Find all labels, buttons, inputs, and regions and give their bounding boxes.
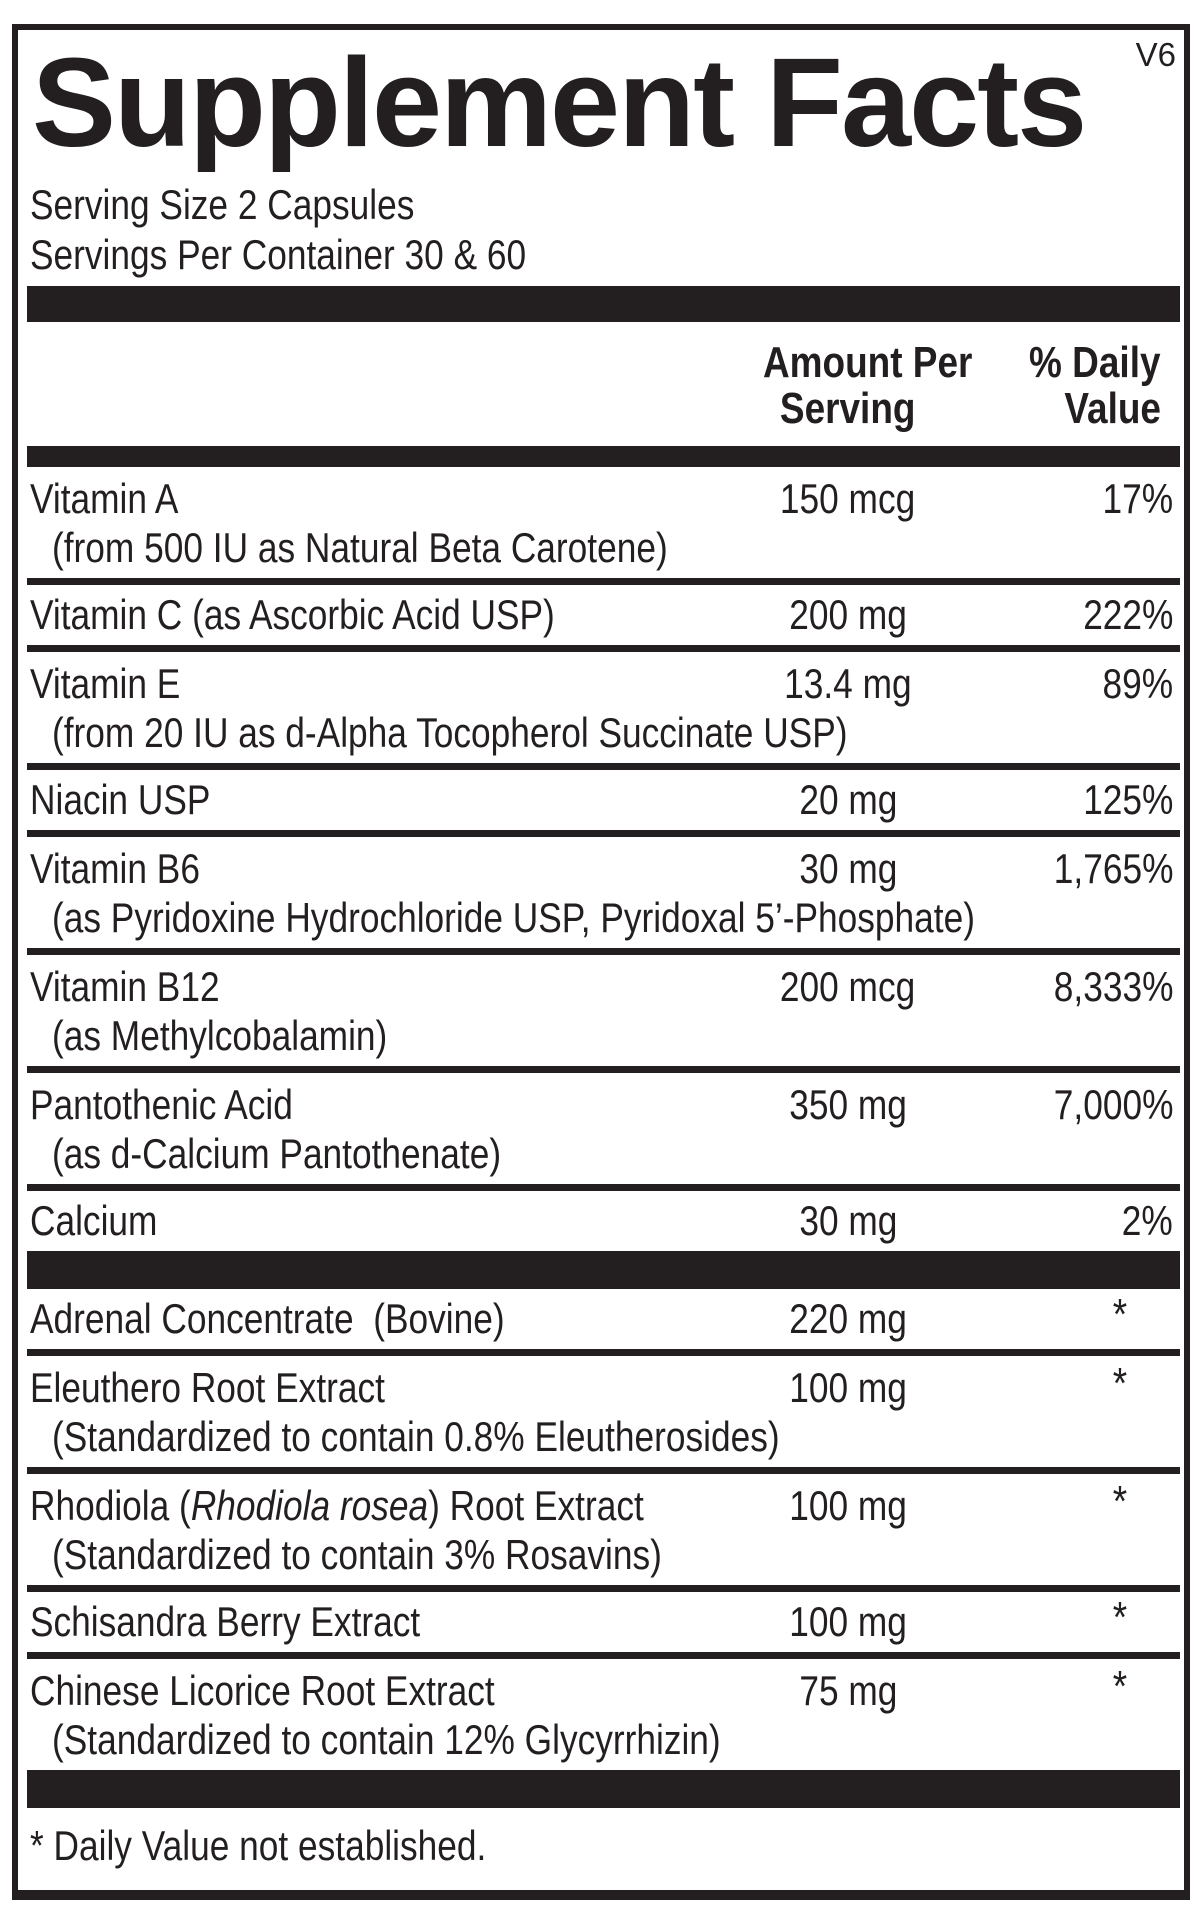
- botanical-row: [18, 1474, 1184, 1585]
- botanical-amount: 100 mg: [789, 1598, 907, 1645]
- row-divider: [27, 1066, 1180, 1073]
- botanical-row: [18, 1592, 1184, 1652]
- nutrient-daily-value: 1,765%: [1053, 845, 1173, 892]
- nutrient-row: [18, 837, 1184, 948]
- row-divider: [27, 830, 1180, 837]
- thin-separator-bar: [27, 446, 1180, 467]
- botanical-amount: 100 mg: [789, 1364, 907, 1411]
- botanical-amount: 220 mg: [789, 1295, 907, 1342]
- nutrient-row: [18, 1191, 1184, 1251]
- header-amount-per-serving: Amount Per Serving: [762, 338, 973, 433]
- asterisk-daily-value: *: [1112, 1477, 1127, 1526]
- botanical-name: Chinese Licorice Root Extract: [30, 1667, 495, 1714]
- section-separator-bar: [27, 1251, 1180, 1289]
- nutrient-detail: (from 20 IU as d-Alpha Tocopherol Succinate USP): [52, 709, 848, 756]
- nutrient-detail: (as Methylcobalamin): [52, 1012, 388, 1059]
- row-divider: [27, 763, 1180, 770]
- nutrient-row: [18, 652, 1184, 763]
- label-title: Supplement Facts: [32, 32, 1086, 173]
- nutrient-amount: 30 mg: [798, 845, 898, 892]
- botanical-detail: (Standardized to contain 12% Glycyrrhizin): [52, 1716, 721, 1763]
- nutrient-row: [18, 585, 1184, 645]
- supplement-facts-panel: [12, 24, 1190, 1900]
- nutrient-amount: 350 mg: [789, 1081, 907, 1128]
- asterisk-daily-value: *: [1112, 1662, 1127, 1711]
- column-headers: [18, 340, 1184, 432]
- serving-size: Serving Size 2 Capsules: [30, 181, 415, 228]
- nutrient-amount: 200 mcg: [780, 963, 916, 1010]
- nutrient-daily-value: 8,333%: [1053, 963, 1173, 1010]
- footnote-separator-bar: [27, 1770, 1180, 1808]
- botanical-name: Adrenal Concentrate (Bovine): [30, 1295, 505, 1342]
- botanical-amount: 75 mg: [798, 1667, 898, 1714]
- botanical-amount: 100 mg: [789, 1482, 907, 1529]
- nutrient-name: Niacin USP: [30, 776, 211, 823]
- botanical-row: [18, 1289, 1184, 1349]
- nutrient-daily-value: 89%: [1102, 660, 1173, 707]
- nutrient-amount: 150 mcg: [780, 475, 916, 522]
- nutrient-name: Vitamin A: [30, 475, 179, 522]
- nutrient-name: Vitamin C (as Ascorbic Acid USP): [30, 591, 555, 638]
- nutrient-name: Pantothenic Acid: [30, 1081, 293, 1128]
- botanical-detail: (Standardized to contain 0.8% Eleutherosides): [52, 1413, 780, 1460]
- row-divider: [27, 645, 1180, 652]
- header-percent-daily-value: % Daily Value: [1029, 338, 1161, 433]
- nutrient-row: [18, 770, 1184, 830]
- nutrient-name: Vitamin E: [30, 660, 181, 707]
- botanical-name: Rhodiola (Rhodiola rosea) Root Extract: [30, 1482, 644, 1529]
- botanical-name: Eleuthero Root Extract: [30, 1364, 385, 1411]
- nutrient-detail: (as d-Calcium Pantothenate): [52, 1130, 502, 1177]
- row-divider: [27, 578, 1180, 585]
- nutrient-detail: (from 500 IU as Natural Beta Carotene): [52, 524, 668, 571]
- nutrient-daily-value: 222%: [1082, 591, 1173, 638]
- nutrient-row: [18, 955, 1184, 1066]
- title-row: [32, 32, 1184, 173]
- header-spacer: [30, 340, 743, 432]
- nutrient-daily-value: 2%: [1122, 1197, 1173, 1244]
- botanical-detail: (Standardized to contain 3% Rosavins): [52, 1531, 662, 1578]
- nutrient-amount: 20 mg: [798, 776, 898, 823]
- nutrient-amount: 200 mg: [789, 591, 907, 638]
- nutrient-row: [18, 1073, 1184, 1184]
- row-divider: [27, 1652, 1180, 1659]
- servings-per-container: Servings Per Container 30 & 60: [30, 231, 527, 278]
- row-divider: [27, 1585, 1180, 1592]
- nutrient-row: [18, 467, 1184, 578]
- nutrient-amount: 30 mg: [798, 1197, 898, 1244]
- footnote: * Daily Value not established.: [30, 1822, 487, 1869]
- nutrient-daily-value: 125%: [1082, 776, 1173, 823]
- botanical-name: Schisandra Berry Extract: [30, 1598, 421, 1645]
- nutrient-daily-value: 7,000%: [1053, 1081, 1173, 1128]
- asterisk-daily-value: *: [1112, 1593, 1127, 1642]
- row-divider: [27, 948, 1180, 955]
- nutrient-amount: 13.4 mg: [784, 660, 912, 707]
- version-tag: V6: [1135, 36, 1176, 73]
- thick-separator-bar: [27, 286, 1180, 322]
- nutrient-name: Calcium: [30, 1197, 158, 1244]
- row-divider: [27, 1184, 1180, 1191]
- botanical-latin-name: Rhodiola rosea: [190, 1482, 429, 1529]
- asterisk-daily-value: *: [1112, 1359, 1127, 1408]
- asterisk-daily-value: *: [1112, 1290, 1127, 1339]
- botanical-row: [18, 1659, 1184, 1770]
- row-divider: [27, 1349, 1180, 1356]
- nutrient-daily-value: 17%: [1102, 475, 1173, 522]
- nutrient-name: Vitamin B12: [30, 963, 220, 1010]
- botanical-row: [18, 1356, 1184, 1467]
- nutrient-name: Vitamin B6: [30, 845, 200, 892]
- row-divider: [27, 1467, 1180, 1474]
- nutrient-detail: (as Pyridoxine Hydrochloride USP, Pyridoxal 5’-Phosphate): [52, 894, 975, 941]
